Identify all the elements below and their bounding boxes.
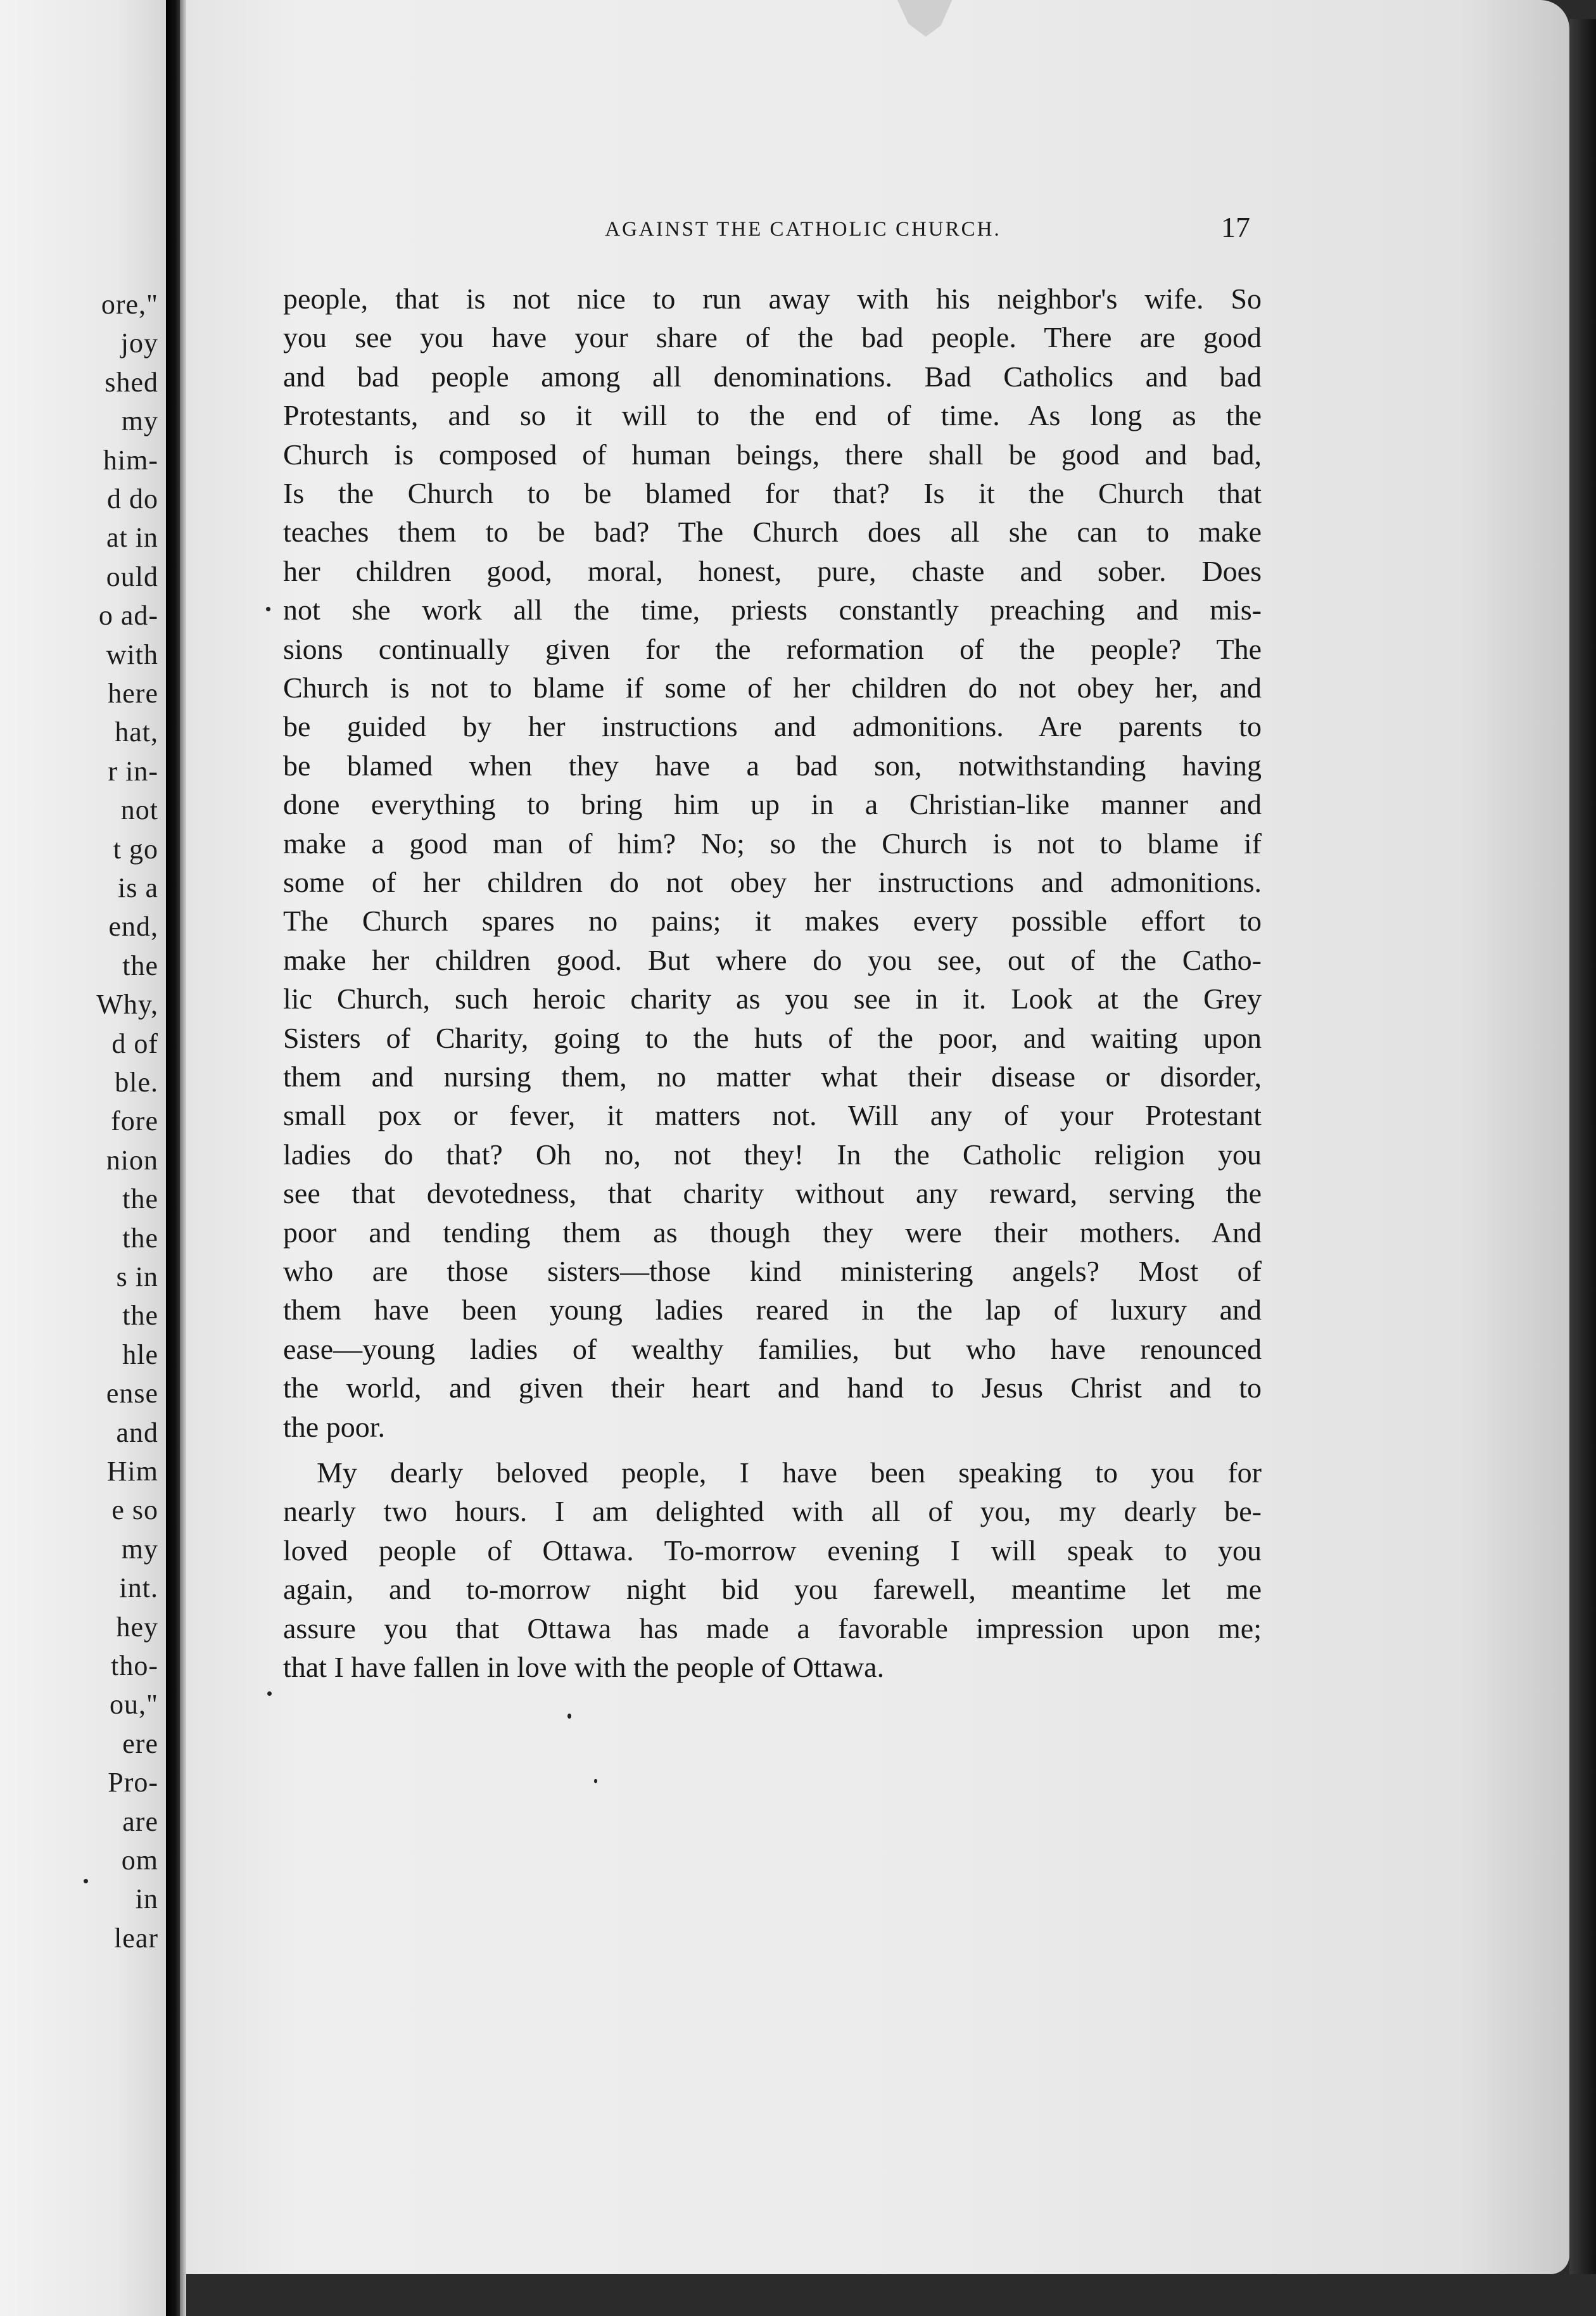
- left-page-fragment: end,: [108, 911, 158, 942]
- left-page-fragment: the: [122, 1300, 158, 1331]
- gutter-edge: [180, 0, 186, 2316]
- body-line: them and nursing them, no matter what their disease or disorder,: [283, 1060, 1262, 1093]
- body-line: Protestants, and so it will to the end of time. As long as the: [283, 399, 1262, 431]
- body-line: make a good man of him? No; so the Church is not to blame if: [283, 827, 1262, 860]
- left-page-fragment: the: [122, 950, 158, 981]
- left-page-fragment: Pro-: [108, 1767, 158, 1798]
- ink-speck: [567, 1714, 571, 1719]
- left-page-fragment: my: [121, 405, 158, 436]
- ink-speck: [594, 1779, 597, 1783]
- body-line: The Church spares no pains; it makes every possible effort to: [283, 905, 1262, 937]
- body-line: ladies do that? Oh no, not they! In the Catholic religion you: [283, 1138, 1262, 1171]
- body-line: be guided by her instructions and admonitions. Are parents to: [283, 710, 1262, 742]
- body-line: Church is composed of human beings, there shall be good and bad,: [283, 438, 1262, 471]
- body-line: not she work all the time, priests constantly preaching and mis-: [283, 594, 1262, 626]
- body-line: Sisters of Charity, going to the huts of the poor, and waiting upon: [283, 1022, 1262, 1054]
- ink-speck: [267, 1691, 272, 1696]
- page-number: 17: [1221, 211, 1250, 243]
- body-line: nearly two hours. I am delighted with all of you, my dearly be-: [283, 1495, 1262, 1527]
- left-page-fragment: shed: [104, 367, 158, 398]
- running-head: AGAINST THE CATHOLIC CHURCH.: [605, 218, 1001, 241]
- body-line: the world, and given their heart and hand to Jesus Christ and to: [283, 1371, 1262, 1404]
- left-page-fragment: and: [116, 1417, 158, 1448]
- ink-speck: [266, 607, 270, 611]
- left-page-fragment: at in: [106, 522, 158, 553]
- body-line: again, and to-morrow night bid you farewell, meantime let me: [283, 1573, 1262, 1605]
- left-page-fragment: him-: [103, 445, 158, 476]
- left-page-fragment: not: [120, 794, 158, 825]
- body-line: teaches them to be bad? The Church does all she can to make: [283, 516, 1262, 548]
- left-page-fragment: with: [106, 639, 158, 670]
- left-page-fragment: Him: [106, 1456, 158, 1487]
- left-page-fragment: lear: [114, 1923, 158, 1954]
- left-page-fragment: hey: [116, 1612, 158, 1643]
- body-line: who are those sisters—those kind ministering angels? Most of: [283, 1255, 1262, 1287]
- left-page-fragment: ou,": [110, 1689, 158, 1720]
- paper-tear: [896, 0, 954, 37]
- left-page-fragment: is a: [118, 872, 158, 903]
- body-line: lic Church, such heroic charity as you see in it. Look at the Grey: [283, 983, 1262, 1015]
- body-line: and bad people among all denominations. Bad Catholics and bad: [283, 360, 1262, 393]
- left-page-fragment: in: [135, 1883, 158, 1914]
- body-line: Church is not to blame if some of her children do not obey her, and: [283, 671, 1262, 704]
- left-page-fragment: my: [121, 1534, 158, 1565]
- left-page-fragment: e so: [111, 1494, 158, 1525]
- left-page-fragment: om: [121, 1845, 158, 1876]
- body-line: assure you that Ottawa has made a favorable impression upon me;: [283, 1612, 1262, 1645]
- left-page-fragment: ense: [106, 1378, 158, 1409]
- left-page-fragment: the: [122, 1183, 158, 1214]
- body-line: be blamed when they have a bad son, notwithstanding having: [283, 749, 1262, 782]
- left-page-fragment: tho-: [111, 1650, 158, 1681]
- left-page-fragment: t go: [113, 834, 158, 865]
- body-line: done everything to bring him up in a Christian-like manner and: [283, 788, 1262, 820]
- left-page-fragment: here: [108, 678, 158, 709]
- body-line: that I have fallen in love with the people of Ottawa.: [283, 1651, 885, 1683]
- left-page-fragment: r in-: [108, 756, 158, 787]
- left-page-fragment: fore: [111, 1105, 158, 1136]
- body-line: Is the Church to be blamed for that? Is it the Church that: [283, 477, 1262, 509]
- left-page-fragment: ble.: [115, 1067, 158, 1098]
- left-page: [0, 0, 166, 2316]
- body-line: them have been young ladies reared in the lap of luxury and: [283, 1294, 1262, 1326]
- body-line: some of her children do not obey her instructions and admonitions.: [283, 866, 1262, 898]
- left-page-fragment: d do: [107, 483, 158, 514]
- left-page-fragment: joy: [120, 328, 158, 359]
- left-page-fragment: nion: [106, 1145, 158, 1176]
- left-page-fragment: hle: [122, 1339, 158, 1370]
- ink-speck: [84, 1879, 88, 1883]
- body-line: you see you have your share of the bad people. There are good: [283, 321, 1262, 353]
- left-page-fragment: Why,: [96, 989, 158, 1020]
- left-page-fragment: d of: [111, 1028, 158, 1059]
- left-page-fragment: are: [122, 1806, 158, 1837]
- body-line: My dearly beloved people, I have been speaking to you for: [317, 1456, 1262, 1489]
- left-page-fragment: ore,": [101, 289, 158, 320]
- body-line: loved people of Ottawa. To-morrow evening I will speak to you: [283, 1534, 1262, 1567]
- body-line: sions continually given for the reformation of the people? The: [283, 633, 1262, 665]
- left-page-fragment: int.: [119, 1572, 158, 1603]
- body-line: people, that is not nice to run away with his neighbor's wife. So: [283, 283, 1262, 315]
- body-line: see that devotedness, that charity without any reward, serving the: [283, 1177, 1262, 1209]
- body-line: her children good, moral, honest, pure, chaste and sober. Does: [283, 555, 1262, 587]
- left-page-fragment: o ad-: [98, 600, 158, 631]
- page-edge-shadow: [1569, 19, 1596, 2316]
- body-line: the poor.: [283, 1411, 385, 1443]
- body-line: poor and tending them as though they were their mothers. And: [283, 1216, 1262, 1249]
- left-page-fragment: s in: [116, 1261, 158, 1292]
- bottom-shadow: [186, 2274, 1596, 2316]
- body-line: small pox or fever, it matters not. Will any of your Protestant: [283, 1099, 1262, 1131]
- body-line: ease—young ladies of wealthy families, but who have renounced: [283, 1333, 1262, 1365]
- body-line: make her children good. But where do you see, out of the Catho-: [283, 944, 1262, 976]
- gutter-shadow: [166, 0, 180, 2316]
- left-page-fragment: ould: [106, 561, 158, 592]
- left-page-fragment: the: [122, 1223, 158, 1254]
- left-page-fragment: hat,: [115, 716, 158, 748]
- left-page-fragment: ere: [122, 1728, 158, 1759]
